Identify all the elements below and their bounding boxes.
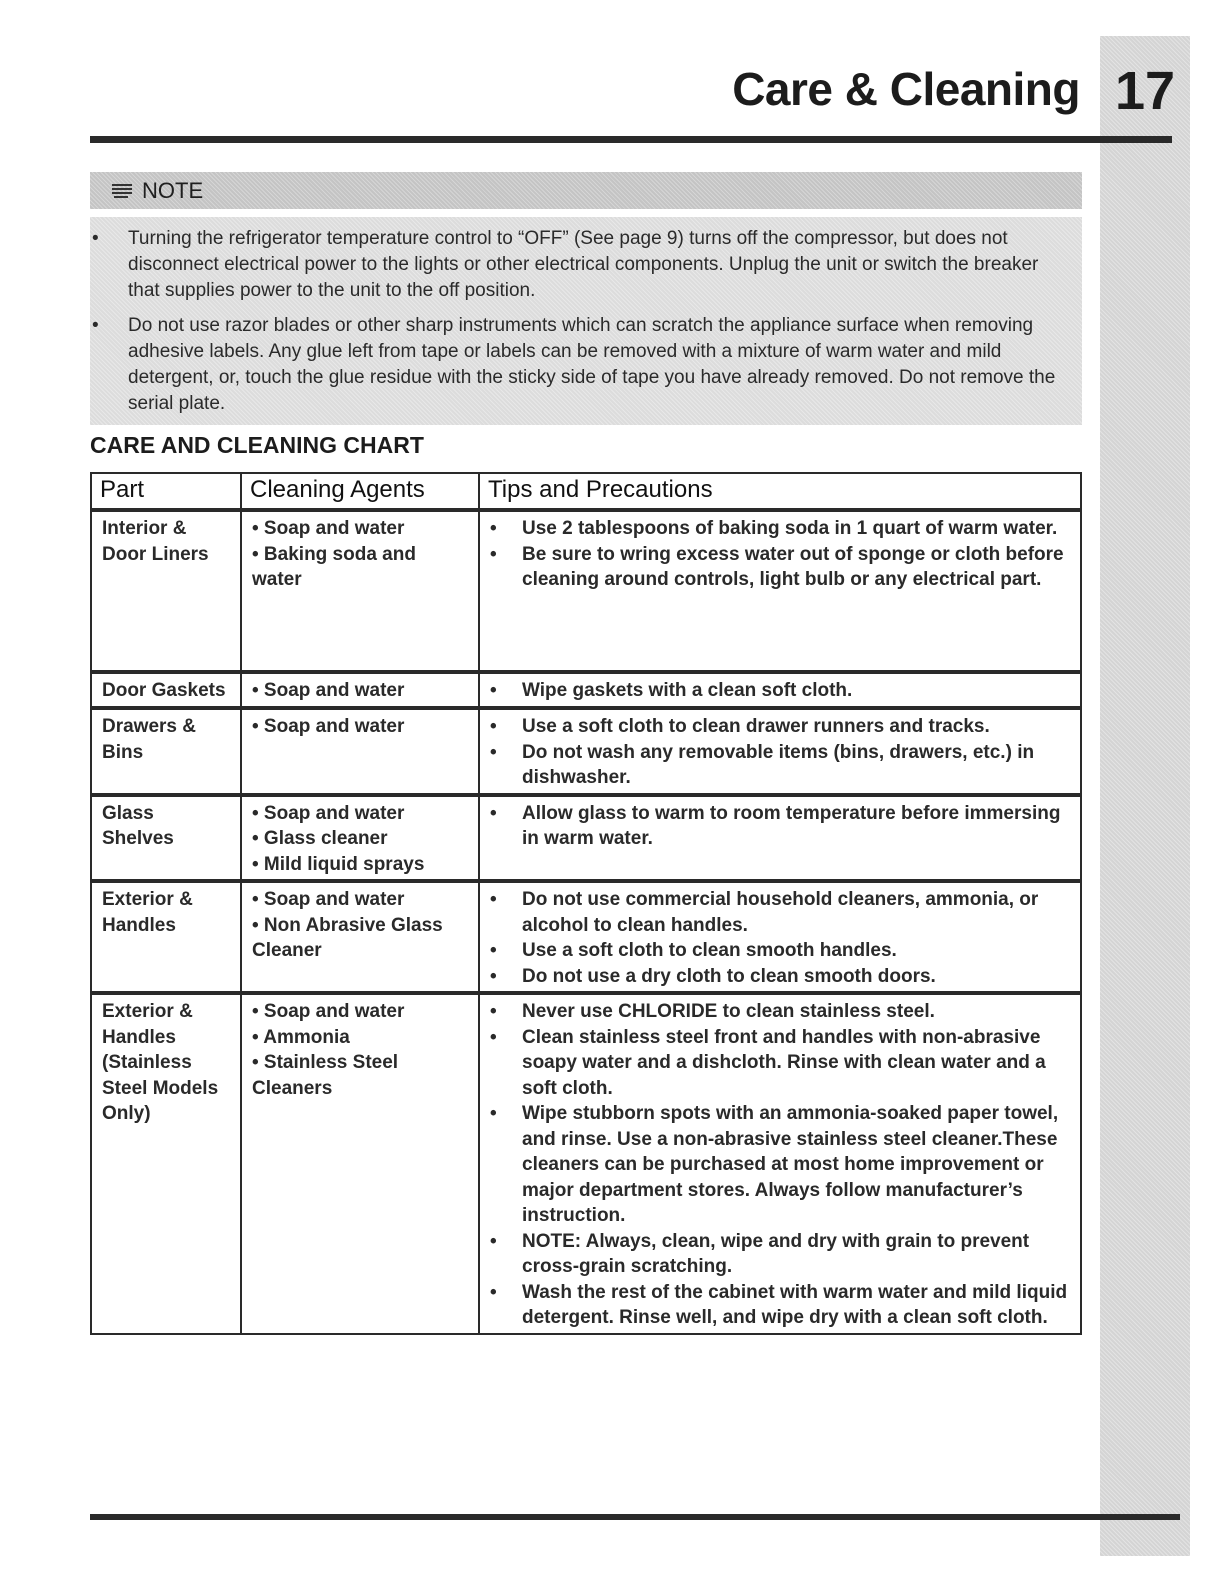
table-row	[91, 795, 1081, 882]
bottom-rule	[90, 1514, 1180, 1520]
table-row	[91, 708, 1081, 795]
agent-item: • Mild liquid sprays	[252, 853, 425, 875]
tip-item: • Do not use a dry cloth to clean smooth doors.	[490, 965, 936, 987]
tips-cell	[479, 795, 1081, 882]
note-lines-icon	[112, 184, 132, 198]
agent-item: • Soap and water	[252, 680, 405, 701]
part-cell: Exterior & Handles	[91, 881, 241, 993]
page-number: 17	[1114, 61, 1176, 121]
tips-cell	[479, 708, 1081, 795]
agent-item: • Glass cleaner	[252, 828, 388, 849]
agent-item: • Non Abrasive Glass Cleaner	[252, 914, 443, 961]
header-part: Part	[91, 473, 241, 510]
tip-item: • Do not wash any removable items (bins, drawers, etc.) in dishwasher.	[490, 741, 1035, 788]
bullet-icon: •	[92, 228, 99, 249]
tip-item: • NOTE: Always, clean, wipe and dry with grain to prevent cross-grain scratching.	[490, 1230, 1030, 1277]
tips-cell	[479, 881, 1081, 993]
tip-item: • Wipe gaskets with a clean soft cloth.	[490, 680, 853, 701]
header-cleaning-agents: Cleaning Agents	[241, 473, 479, 510]
agent-item: • Soap and water	[252, 802, 405, 824]
part-cell: Exterior & Handles (Stainless Steel Models Only)	[91, 993, 241, 1334]
part-cell: Door Gaskets	[91, 672, 241, 708]
agent-item: • Soap and water	[252, 1001, 405, 1022]
table-row	[91, 510, 1081, 672]
tip-item: • Use 2 tablespoons of baking soda in 1 quart of warm water.	[490, 518, 1058, 539]
bullet-icon: •	[92, 315, 99, 336]
tips-cell	[479, 672, 1081, 708]
tip-item: • Wash the rest of the cabinet with warm water and mild liquid detergent. Rinse well, and wipe dry with a clean soft cloth.	[490, 1281, 1068, 1328]
note-item-text: Turning the refrigerator temperature control to “OFF” (See page 9) turns off the compressor, but does not disconnect electrical power to the lights or other electrical components. Unplug the unit or switch the breaker that supplies power to the unit to the off position.	[128, 228, 1039, 301]
note-header	[90, 172, 1082, 209]
table-row	[91, 881, 1081, 993]
agent-item: • Soap and water	[252, 889, 405, 910]
agents-cell	[241, 881, 479, 993]
header-tips: Tips and Precautions	[479, 473, 1081, 510]
part-cell: Drawers & Bins	[91, 708, 241, 795]
part-cell: Interior & Door Liners	[91, 510, 241, 672]
chart-title: CARE AND CLEANING CHART	[90, 432, 424, 458]
part-cell: Glass Shelves	[91, 795, 241, 882]
note-item-text: Do not use razor blades or other sharp instruments which can scratch the appliance surface when removing adhesive labels. Any glue left from tape or labels can be removed with a mixture of warm water and mild detergent, or, touch the glue residue with the sticky side of tape you have already removed. Do not remove the serial plate.	[128, 315, 1056, 414]
tip-item: • Allow glass to warm to room temperature before immersing in warm water.	[490, 802, 1061, 849]
agents-cell	[241, 708, 479, 795]
tips-cell	[479, 510, 1081, 672]
table-row	[91, 672, 1081, 708]
page-title: Care & Cleaning	[732, 63, 1080, 115]
agent-item: • Stainless Steel Cleaners	[252, 1052, 399, 1099]
note-item	[92, 313, 1058, 417]
tip-item: • Be sure to wring excess water out of sponge or cloth before cleaning around controls, light bulb or any electrical part.	[490, 543, 1064, 590]
agents-cell	[241, 795, 479, 882]
tip-item: • Do not use commercial household cleaners, ammonia, or alcohol to clean handles.	[490, 889, 1039, 936]
tip-item: • Never use CHLORIDE to clean stainless steel.	[490, 1001, 935, 1022]
tip-item: • Use a soft cloth to clean smooth handles.	[490, 940, 897, 961]
agent-item: • Ammonia	[252, 1026, 350, 1048]
agent-item: • Baking soda and water	[252, 543, 416, 590]
table-header-row	[91, 473, 1081, 510]
tip-item: • Wipe stubborn spots with an ammonia-soaked paper towel, and rinse. Use a non-abrasive stainless steel cleaner.These cleaners can be purchased at most home improvement or major department stores. Always follow manufacturer’s instruction.	[490, 1103, 1059, 1226]
note-label: NOTE	[142, 177, 204, 203]
agent-item: • Soap and water	[252, 716, 405, 737]
tip-item: • Use a soft cloth to clean drawer runners and tracks.	[490, 716, 990, 737]
table-row	[91, 993, 1081, 1334]
tips-cell	[479, 993, 1081, 1334]
top-rule	[90, 136, 1172, 143]
agents-cell	[241, 510, 479, 672]
agents-cell	[241, 993, 479, 1334]
tip-item: • Clean stainless steel front and handles with non-abrasive soapy water and a dishcloth. Rinse with clean water and a soft cloth.	[490, 1026, 1046, 1099]
note-body	[90, 217, 1082, 425]
agent-item: • Soap and water	[252, 518, 405, 539]
agents-cell	[241, 672, 479, 708]
note-item	[92, 226, 1058, 304]
care-cleaning-table	[90, 472, 1082, 1335]
side-tab-strip	[1100, 36, 1190, 1556]
